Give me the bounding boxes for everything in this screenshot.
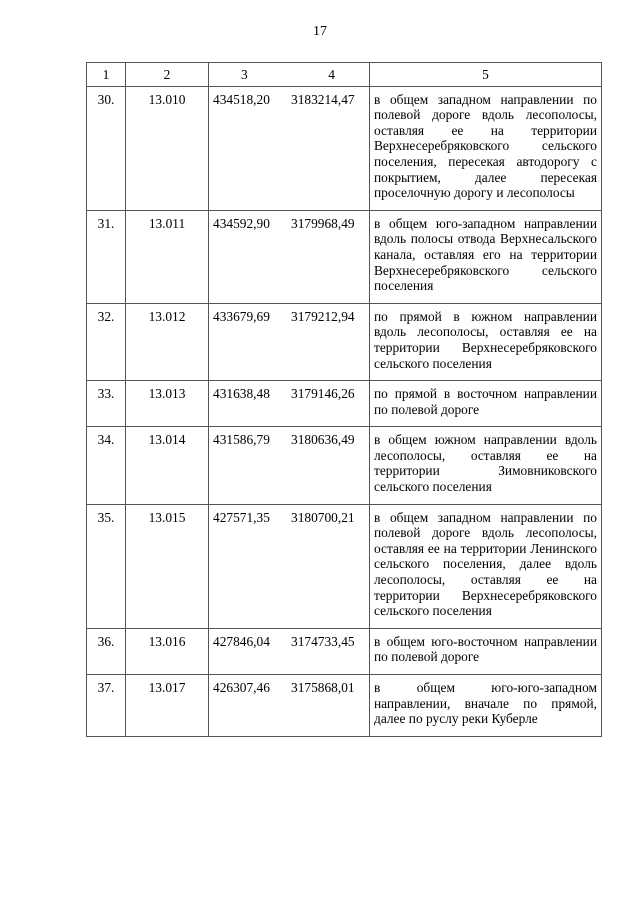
header-col-4: 4 xyxy=(328,67,335,82)
point-code: 13.010 xyxy=(126,86,209,210)
coordinate-y: 3179146,26 xyxy=(291,386,355,402)
coordinates-cell xyxy=(209,427,370,504)
row-number: 37. xyxy=(87,675,126,737)
coordinate-y: 3175868,01 xyxy=(291,680,355,695)
table-row xyxy=(87,427,602,504)
page-number: 17 xyxy=(313,24,327,39)
coordinate-y: 3179212,94 xyxy=(291,308,355,324)
table-row xyxy=(87,675,602,737)
boundary-points-table xyxy=(86,62,602,737)
coordinate-x: 433679,69 xyxy=(213,308,270,324)
coordinate-x: 434518,20 xyxy=(213,91,270,107)
coordinates-cell xyxy=(209,628,370,674)
point-code: 13.017 xyxy=(126,675,209,737)
boundary-description: в общем юго-юго-западном направлении, вначале по прямой, далее по руслу реки Куберле xyxy=(370,675,602,737)
boundary-description: в общем южном направлении вдоль лесополосы, оставляя ее на территории Зимовниковского сельского поселения xyxy=(370,427,602,504)
row-number: 31. xyxy=(87,210,126,303)
coordinates-cell xyxy=(209,675,370,737)
coordinates-cell xyxy=(209,210,370,303)
point-code: 13.012 xyxy=(126,303,209,380)
boundary-description: в общем западном направлении по полевой дороге вдоль лесополосы, оставляя ее на территории Ленинского сельского поселения, далее вдоль лесополосы, оставляя ее на территории Верхнесеребряковского сельского поселения xyxy=(370,504,602,628)
row-number: 32. xyxy=(87,303,126,380)
point-code: 13.014 xyxy=(126,427,209,504)
coordinate-x: 427571,35 xyxy=(213,509,270,525)
coordinate-x: 431638,48 xyxy=(213,386,270,402)
table-row xyxy=(87,303,602,380)
table-row xyxy=(87,210,602,303)
row-number: 35. xyxy=(87,504,126,628)
row-number: 36. xyxy=(87,628,126,674)
coordinates-cell xyxy=(209,504,370,628)
coordinate-x: 426307,46 xyxy=(213,680,270,695)
table-row xyxy=(87,381,602,427)
header-col-2: 2 xyxy=(126,63,209,87)
header-col-3: 3 xyxy=(241,67,248,82)
coordinate-y: 3183214,47 xyxy=(291,91,355,107)
coordinate-x: 427846,04 xyxy=(213,633,270,649)
row-number: 30. xyxy=(87,86,126,210)
coordinate-y: 3174733,45 xyxy=(291,633,355,649)
table-row xyxy=(87,86,602,210)
boundary-description: в общем юго-восточном направлении по полевой дороге xyxy=(370,628,602,674)
header-col-1: 1 xyxy=(87,63,126,87)
point-code: 13.013 xyxy=(126,381,209,427)
coordinate-x: 434592,90 xyxy=(213,215,270,231)
coordinate-x: 431586,79 xyxy=(213,432,270,448)
row-number: 33. xyxy=(87,381,126,427)
boundary-description: в общем западном направлении по полевой дороге вдоль лесополосы, оставляя ее на территории Верхнесеребряковского сельского поселения, пересекая автодорогу с покрытием, далее пересекая проселочную дорогу и лесополосы xyxy=(370,86,602,210)
row-number: 34. xyxy=(87,427,126,504)
coordinates-cell xyxy=(209,86,370,210)
point-code: 13.016 xyxy=(126,628,209,674)
point-code: 13.011 xyxy=(126,210,209,303)
boundary-description: в общем юго-западном направлении вдоль полосы отвода Верхнесальского канала, оставляя его на территории Верхнесеребряковского сельского поселения xyxy=(370,210,602,303)
coordinate-y: 3180700,21 xyxy=(291,509,355,525)
coordinate-y: 3179968,49 xyxy=(291,215,355,231)
header-col-3-4 xyxy=(209,63,370,87)
coordinates-cell xyxy=(209,303,370,380)
table-row xyxy=(87,628,602,674)
table-row xyxy=(87,504,602,628)
header-col-5: 5 xyxy=(370,63,602,87)
point-code: 13.015 xyxy=(126,504,209,628)
coordinate-y: 3180636,49 xyxy=(291,432,355,448)
boundary-description: по прямой в восточном направлении по полевой дороге xyxy=(370,381,602,427)
coordinates-cell xyxy=(209,381,370,427)
table-header-row xyxy=(87,63,602,87)
boundary-description: по прямой в южном направлении вдоль лесополосы, оставляя ее на территории Верхнесеребряковского сельского поселения xyxy=(370,303,602,380)
